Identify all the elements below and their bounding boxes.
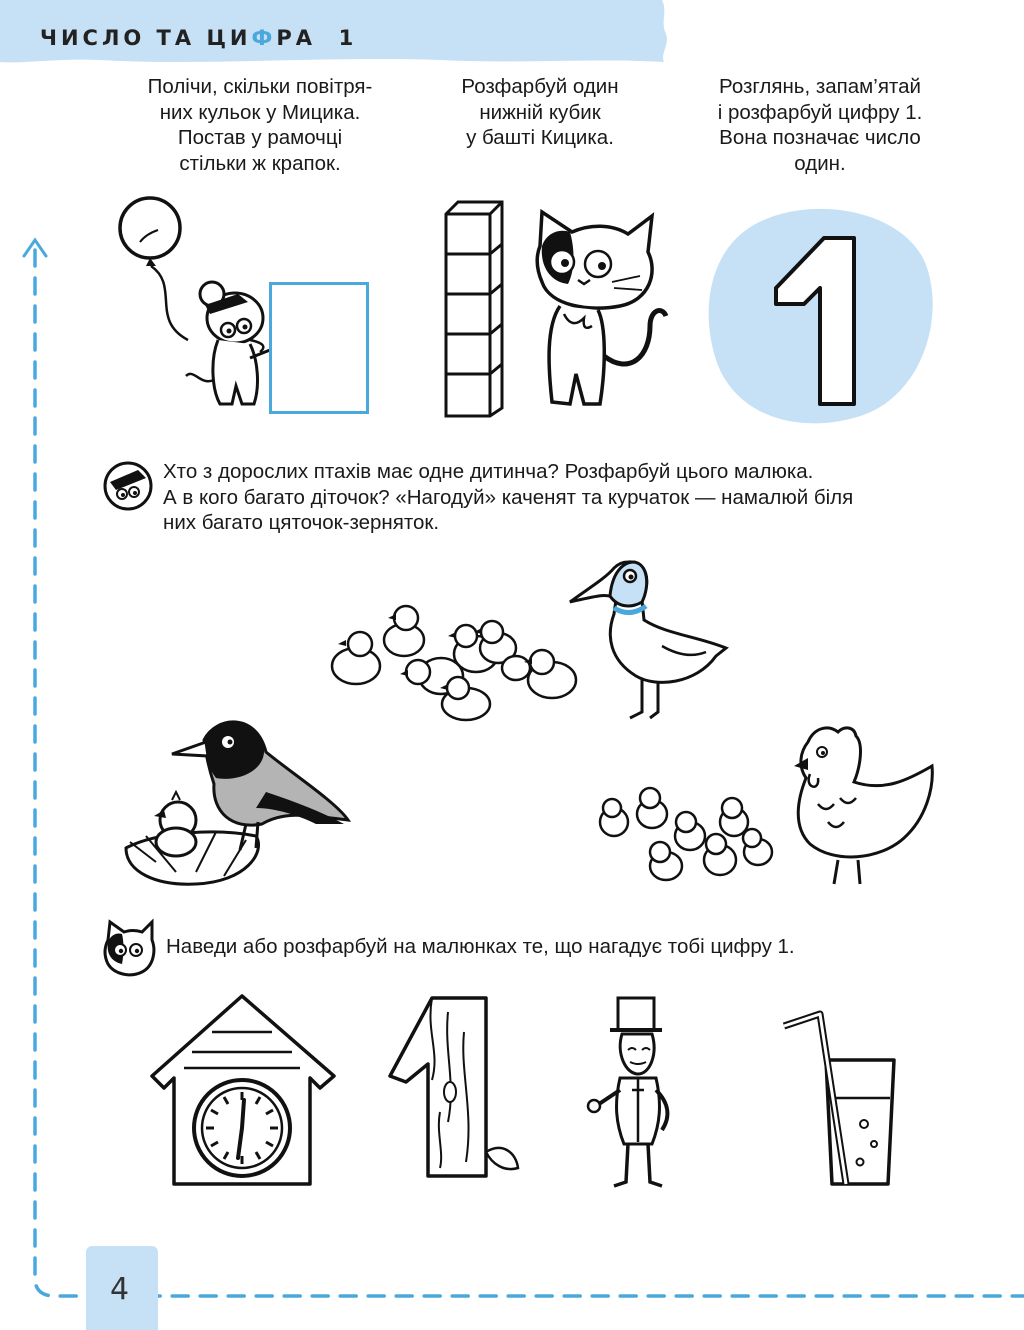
cat-head-icon: [100, 920, 156, 976]
cat-illustration: [520, 206, 670, 416]
answer-box[interactable]: [269, 282, 369, 414]
hen-illustration: [784, 718, 944, 888]
instruction-digit: Розглянь, запам’ятай і розфарбуй цифру 1. Вона позначає число один.: [717, 75, 923, 175]
tree-digit-one-illustration[interactable]: [386, 992, 526, 1192]
ducklings-illustration: [316, 596, 606, 736]
instruction-tower: Розфарбуй один нижній кубик у башті Кицика.: [461, 75, 619, 149]
cube-tower-illustration: [440, 196, 510, 426]
chicks-illustration: [590, 782, 780, 892]
task-shapes-text: Наведи або розфарбуй на малюнках те, що нагадує тобі цифру 1.: [166, 935, 795, 958]
duck-illustration: [566, 556, 736, 726]
cuckoo-clock-illustration[interactable]: [148, 992, 338, 1192]
mouse-head-icon: [100, 458, 156, 514]
crow-with-chick-illustration: [116, 712, 356, 892]
instruction-balloons: Полічи, скільки повітря- них кульок у Мицика. Постав у рамочці стільки ж крапок.: [147, 75, 373, 175]
big-digit-one[interactable]: [768, 230, 868, 410]
task-birds-text: Хто з дорослих птахів має одне дитинча? Розфарбуй цього малюка. А в кого багато діточок? «Нагодуй» каченят та курчаток — намалюй біля них багато цяточок-зерняток.: [163, 460, 854, 534]
mouse-with-balloon-illustration: [110, 190, 290, 420]
glass-with-straw-illustration[interactable]: [780, 1004, 910, 1194]
page-title: ЧИСЛО ТА ЦИФРА 1: [40, 26, 358, 50]
page-number: 4: [110, 1272, 130, 1307]
gentleman-illustration[interactable]: [586, 994, 696, 1194]
